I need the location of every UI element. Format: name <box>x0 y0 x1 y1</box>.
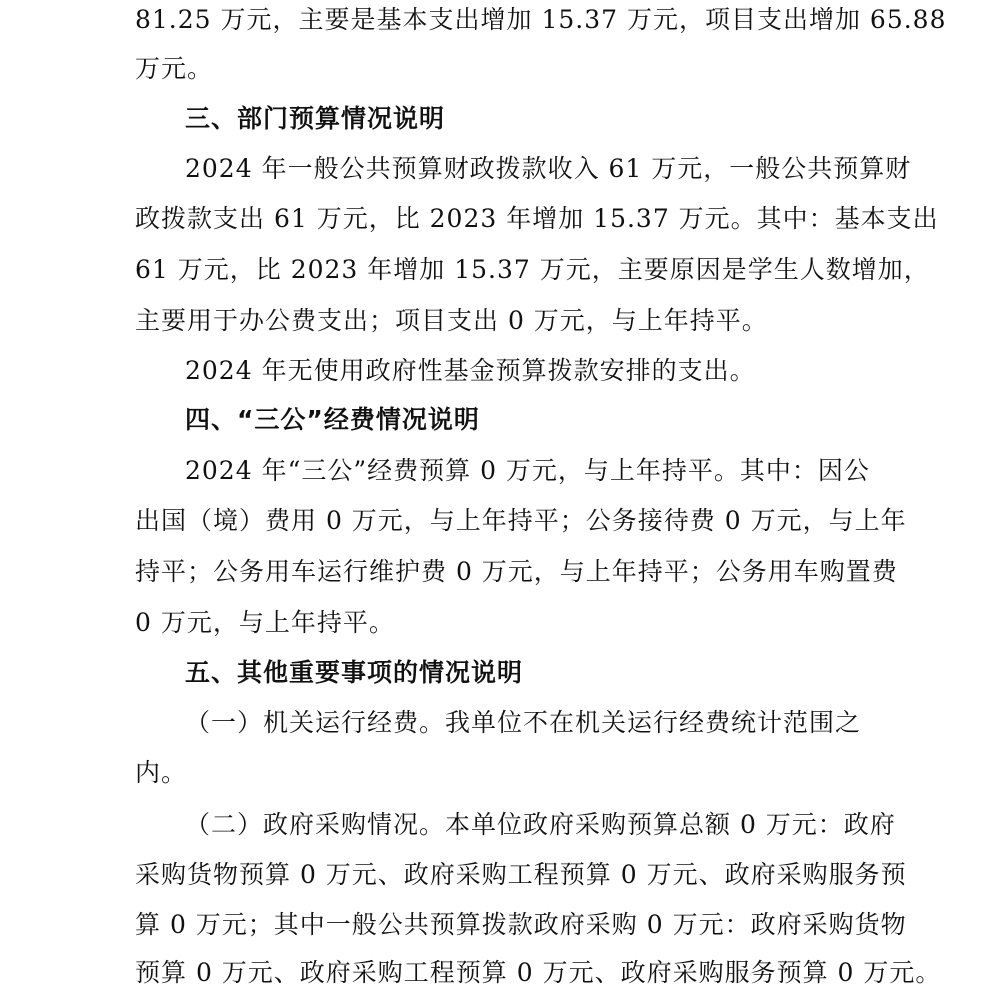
text-line: 2024 年一般公共预算财政拨款收入 61 万元，一般公共预算财 <box>185 154 912 183</box>
text-line: 主要用于办公费支出；项目支出 0 万元，与上年持平。 <box>135 306 768 335</box>
text-line: 万元。 <box>135 54 214 83</box>
text-line: 算 0 万元；其中一般公共预算拨款政府采购 0 万元：政府采购货物 <box>135 910 907 939</box>
section-heading: 三、部门预算情况说明 <box>185 104 446 133</box>
text-line: 2024 年“三公”经费预算 0 万元，与上年持平。其中：因公 <box>185 456 870 485</box>
text-line: 预算 0 万元、政府采购工程预算 0 万元、政府采购服务预算 0 万元。 <box>135 958 942 987</box>
section-heading: 五、其他重要事项的情况说明 <box>185 658 524 687</box>
text-line: 采购货物预算 0 万元、政府采购工程预算 0 万元、政府采购服务预 <box>135 860 907 889</box>
text-line: 政拨款支出 61 万元，比 2023 年增加 15.37 万元。其中：基本支出 <box>135 204 939 233</box>
text-line: 2024 年无使用政府性基金预算拨款安排的支出。 <box>185 356 756 385</box>
text-line: （二）政府采购情况。本单位政府采购预算总额 0 万元：政府 <box>185 810 896 839</box>
text-line: 出国（境）费用 0 万元，与上年持平；公务接待费 0 万元，与上年 <box>135 506 907 535</box>
text-line: 持平；公务用车运行维护费 0 万元，与上年持平；公务用车购置费 <box>135 557 898 586</box>
text-line: （一）机关运行经费。我单位不在机关运行经费统计范围之 <box>185 708 862 737</box>
text-line: 0 万元，与上年持平。 <box>135 608 395 637</box>
section-heading: 四、“三公”经费情况说明 <box>185 405 480 434</box>
text-line: 内。 <box>135 758 188 787</box>
text-line: 61 万元，比 2023 年增加 15.37 万元，主要原因是学生人数增加， <box>135 255 930 284</box>
text-line: 81.25 万元，主要是基本支出增加 15.37 万元，项目支出增加 65.88 <box>135 5 947 34</box>
